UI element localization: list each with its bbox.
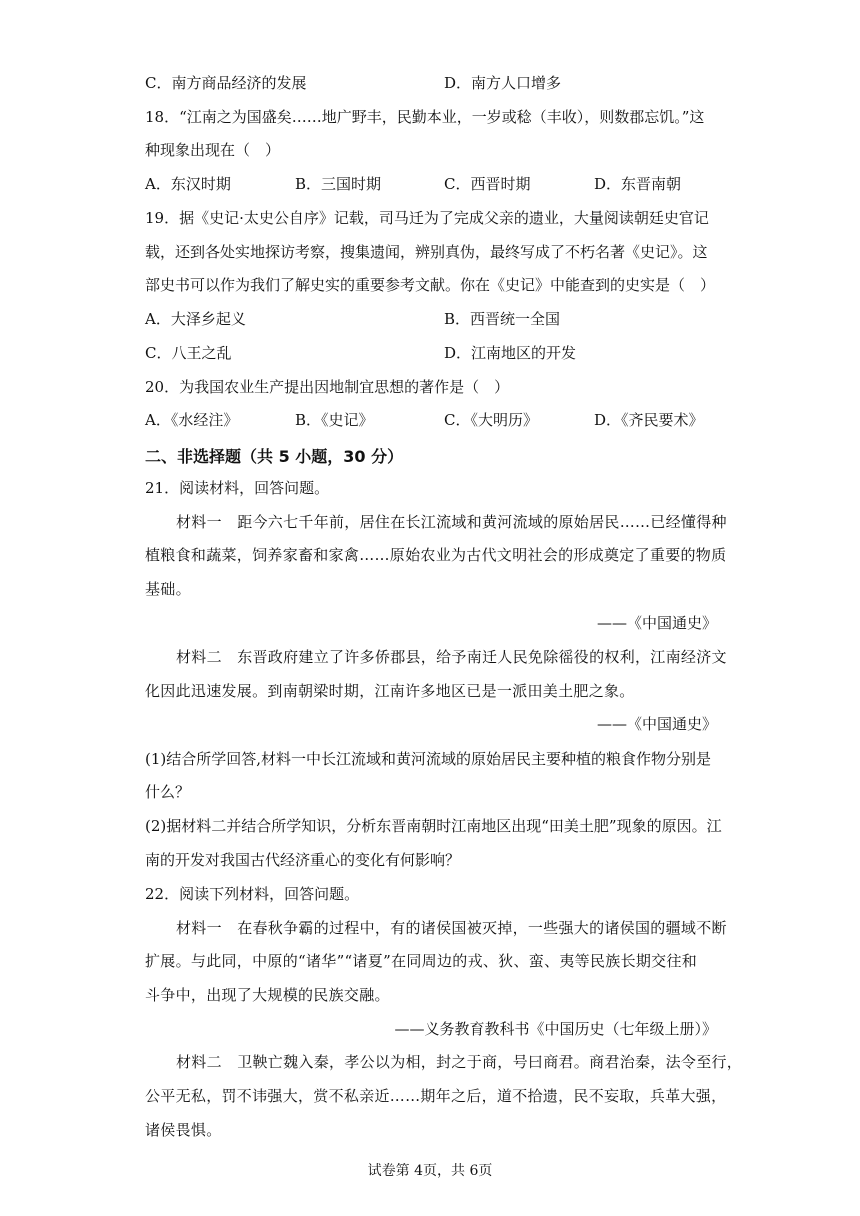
q21-sub2-line1: (2)据材料二并结合所学知识，分析东晋南朝时江南地区出现“田美土肥”现象的原因。江: [145, 817, 722, 835]
q21-material1-line1: 材料一 距今六七千年前，居住在长江流域和黄河流域的原始居民……已经懂得种: [176, 513, 727, 531]
q18-option-a: A．东汉时期: [145, 175, 231, 193]
q22-material1-line1: 材料一 在春秋争霸的过程中，有的诸侯国被灭掉，一些强大的诸侯国的疆域不断: [176, 919, 727, 937]
q19-stem-line1: 19．据《史记·太史公自序》记载，司马迁为了完成父亲的遗业，大量阅读朝廷史官记: [145, 209, 709, 227]
q19-option-c: C．八王之乱: [145, 344, 232, 362]
q21-material1-line2: 植粮食和蔬菜，饲养家畜和家禽……原始农业为古代文明社会的形成奠定了重要的物质: [145, 546, 727, 564]
q18-option-c: C．西晋时期: [444, 175, 531, 193]
q18-option-d: D．东晋南朝: [594, 175, 682, 193]
q21-material2-line2: 化因此迅速发展。到南朝梁时期，江南许多地区已是一派田美土肥之象。: [145, 682, 635, 700]
section-title-non-choice: 二、非选择题（共 5 小题，30 分）: [145, 447, 404, 466]
q21-material1-source: ——《中国通史》: [596, 614, 717, 632]
q19-option-a: A．大泽乡起义: [145, 310, 246, 328]
q20-option-b: B．《史记》: [295, 411, 374, 429]
q20-option-d: D．《齐民要术》: [594, 411, 704, 429]
q22-material2-line1: 材料二 卫鞅亡魏入秦，孝公以为相，封之于商，号曰商君。商君治秦，法令至行，: [176, 1053, 743, 1071]
q18-stem-line1: 18．“江南之为国盛矣……地广野丰，民勤本业，一岁或稔（丰收），则数郡忘饥。”这: [145, 108, 705, 126]
q22-material2-line3: 诸侯畏惧。: [145, 1121, 222, 1139]
q19-option-d: D．江南地区的开发: [444, 344, 577, 362]
q22-material1-line2: 扩展。与此同，中原的“诸华”“诸夏”在同周边的戎、狄、蛮、夷等民族长期交往和: [145, 952, 698, 970]
q22-material1-source: ——义务教育教科书《中国历史（七年级上册）》: [394, 1020, 717, 1038]
q19-option-b: B．西晋统一全国: [444, 310, 561, 328]
q21-material1-line3: 基础。: [145, 580, 191, 598]
q18-option-b: B．三国时期: [295, 175, 382, 193]
q20-option-a: A．《水经注》: [145, 411, 239, 429]
page-footer: 试卷第 4页，共 6页: [367, 1163, 493, 1179]
q21-material2-source: ——《中国通史》: [596, 715, 717, 733]
q21-material2-line1: 材料二 东晋政府建立了许多侨郡县，给予南迁人民免除徭役的权利，江南经济文: [176, 648, 727, 666]
q22-material2-line2: 公平无私，罚不讳强大，赏不私亲近……期年之后，道不拾遗，民不妄取，兵革大强，: [145, 1087, 727, 1105]
q21-sub1-line1: (1)结合所学回答,材料一中长江流域和黄河流域的原始居民主要种植的粮食作物分别是: [145, 750, 712, 768]
q21-stem: 21．阅读材料，回答问题。: [145, 479, 330, 497]
q20-option-c: C．《大明历》: [444, 411, 538, 429]
q21-sub2-line2: 南的开发对我国古代经济重心的变化有何影响？: [145, 851, 461, 869]
q22-material1-line3: 斗争中，出现了大规模的民族交融。: [145, 986, 390, 1004]
q18-stem-line2: 种现象出现在（ ）: [145, 141, 281, 159]
q21-sub1-line2: 什么？: [145, 783, 191, 801]
q17-option-d: D．南方人口增多: [444, 74, 562, 92]
q19-stem-line2: 载，还到各处实地探访考察，搜集遗闻，辨别真伪，最终写成了不朽名著《史记》。这: [145, 243, 708, 261]
q22-stem: 22．阅读下列材料，回答问题。: [145, 885, 360, 903]
q17-option-c: C．南方商品经济的发展: [145, 74, 307, 92]
q20-stem: 20．为我国农业生产提出因地制宜思想的著作是（ ）: [145, 378, 510, 396]
q19-stem-line3: 部史书可以作为我们了解史实的重要参考文献。你在《史记》中能查到的史实是（ ）: [145, 276, 716, 294]
